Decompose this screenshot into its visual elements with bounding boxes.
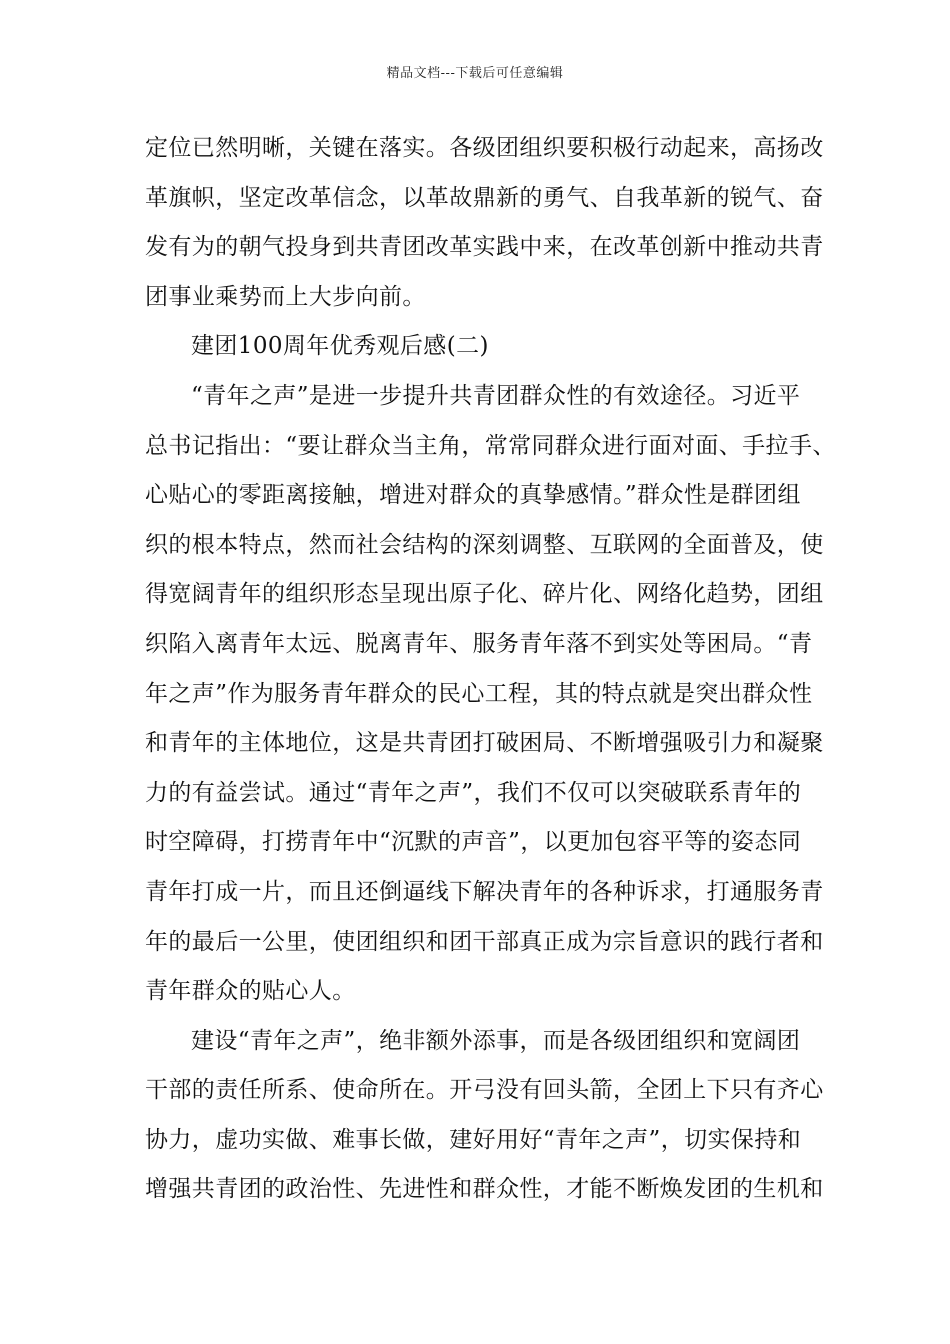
text-line: 年的最后一公里，使团组织和团干部真正成为宗旨意识的践行者和 bbox=[145, 928, 824, 955]
text-line: 时空障碍，打捞青年中“沉默的声音”，以更加包容平等的姿态同 bbox=[145, 829, 802, 856]
page-header: 精品文档---下载后可任意编辑 bbox=[386, 66, 564, 81]
text-line: 发有为的朝气投身到共青团改革实践中来，在改革创新中推动共青 bbox=[145, 234, 824, 261]
text-line: 年之声”作为服务青年群众的民心工程，其的特点就是突出群众性 bbox=[145, 680, 813, 707]
text-line: 和青年的主体地位，这是共青团打破困局、不断增强吸引力和凝聚 bbox=[145, 730, 824, 757]
text-line: 增强共青团的政治性、先进性和群众性，才能不断焕发团的生机和 bbox=[145, 1176, 824, 1203]
text-line: 青年群众的贴心人。 bbox=[145, 978, 356, 1005]
text-line: 总书记指出：“要让群众当主角，常常同群众进行面对面、手拉手、 bbox=[145, 432, 836, 459]
document-body bbox=[145, 124, 836, 1215]
text-line: 革旗帜，坚定改革信念，以革故鼎新的勇气、自我革新的锐气、奋 bbox=[145, 184, 824, 211]
text-line: 力的有益尝试。通过“青年之声”，我们不仅可以突破联系青年的 bbox=[145, 779, 802, 806]
paragraph-start-line: 建设“青年之声”，绝非额外添事，而是各级团组织和宽阔团 bbox=[191, 1027, 801, 1054]
text-line: 干部的责任所系、使命所在。开弓没有回头箭，全团上下只有齐心 bbox=[145, 1077, 824, 1104]
text-line: 协力，虚功实做、难事长做，建好用好“青年之声”，切实保持和 bbox=[145, 1126, 802, 1153]
text-line: 定位已然明晰，关键在落实。各级团组织要积极行动起来，高扬改 bbox=[145, 135, 824, 161]
text-line: 青年打成一片，而且还倒逼线下解决青年的各种诉求，打通服务青 bbox=[145, 878, 824, 905]
text-line: 心贴心的零距离接触，增进对群众的真挚感情。”群众性是群团组 bbox=[145, 482, 801, 509]
text-line: 织陷入离青年太远、脱离青年、服务青年落不到实处等困局。“青 bbox=[145, 630, 813, 657]
section-heading: 建团100周年优秀观后感(二) bbox=[191, 333, 489, 360]
text-line: 团事业乘势而上大步向前。 bbox=[145, 283, 426, 310]
paragraph-start-line: “青年之声”是进一步提升共青团群众性的有效途径。习近平 bbox=[191, 382, 801, 409]
text-line: 得宽阔青年的组织形态呈现出原子化、碎片化、网络化趋势，团组 bbox=[145, 581, 824, 608]
text-line: 织的根本特点，然而社会结构的深刻调整、互联网的全面普及，使 bbox=[145, 531, 824, 558]
